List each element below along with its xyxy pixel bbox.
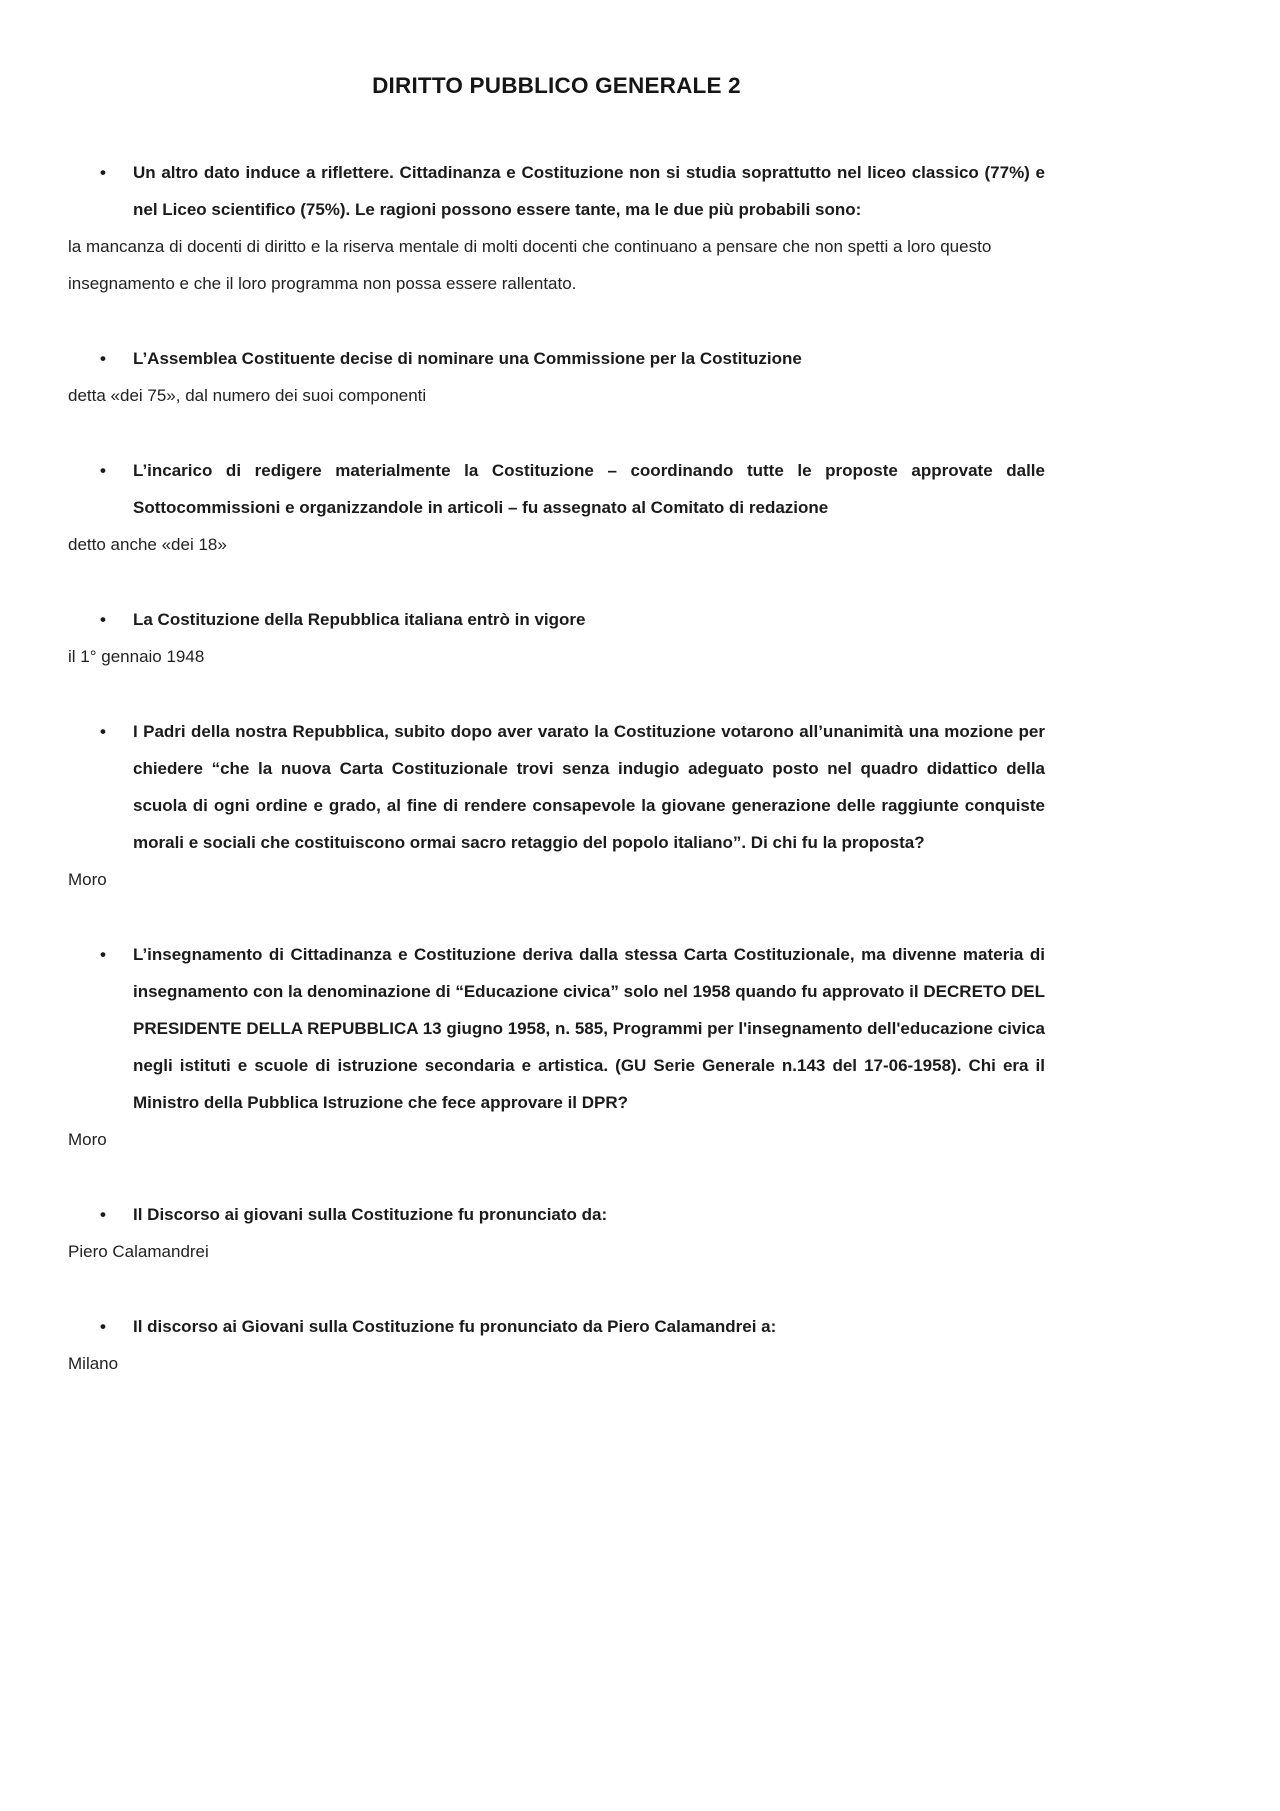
question-paragraph xyxy=(68,713,1045,861)
question-paragraph xyxy=(68,601,1045,638)
question-text: L’incarico di redigere materialmente la Costituzione – coordinando tutte le proposte approvate dalle Sottocommissioni e organizzandole in articoli – fu assegnato al Comitato di redazione xyxy=(133,461,1045,517)
question-paragraph xyxy=(68,452,1045,526)
answer-text: Piero Calamandrei xyxy=(68,1242,209,1261)
bullet-icon: • xyxy=(100,945,106,964)
bullet-icon: • xyxy=(100,461,106,480)
qa-item xyxy=(68,1308,1045,1382)
qa-item xyxy=(68,1196,1045,1270)
bullet-icon: • xyxy=(100,163,106,182)
bullet-icon: • xyxy=(100,1205,106,1224)
question-paragraph xyxy=(68,1308,1045,1345)
page-title: DIRITTO PUBBLICO GENERALE 2 xyxy=(372,73,741,98)
bullet-icon: • xyxy=(100,722,106,741)
answer-text: Moro xyxy=(68,870,107,889)
answer-text: Moro xyxy=(68,1130,107,1149)
question-text: Il Discorso ai giovani sulla Costituzione fu pronunciato da: xyxy=(133,1205,608,1224)
qa-item xyxy=(68,713,1045,898)
bullet-icon: • xyxy=(100,1317,106,1336)
question-text: Un altro dato induce a riflettere. Cittadinanza e Costituzione non si studia soprattutto nel liceo classico (77%) e nel Liceo scientifico (75%). Le ragioni possono essere tante, ma le due più probabili sono: xyxy=(133,163,1045,219)
answer-text: il 1° gennaio 1948 xyxy=(68,647,205,666)
qa-item xyxy=(68,936,1045,1158)
question-text: I Padri della nostra Repubblica, subito dopo aver varato la Costituzione votarono all’unanimità una mozione per chiedere “che la nuova Carta Costituzionale trovi senza indugio adeguato posto nel quadro didattico della scuola di ogni ordine e grado, al fine di rendere consapevole la giovane generazione delle raggiunte conquiste morali e sociali che costituiscono ormai sacro retaggio del popolo italiano”. Di chi fu la proposta? xyxy=(133,722,1045,852)
bullet-icon: • xyxy=(100,610,106,629)
qa-list xyxy=(68,154,1045,1382)
qa-item xyxy=(68,601,1045,675)
answer-text: Milano xyxy=(68,1354,119,1373)
question-text: Il discorso ai Giovani sulla Costituzione fu pronunciato da Piero Calamandrei a: xyxy=(133,1317,777,1336)
qa-item xyxy=(68,340,1045,414)
question-text: L’Assemblea Costituente decise di nominare una Commissione per la Costituzione xyxy=(133,349,802,368)
answer-text: detta «dei 75», dal numero dei suoi componenti xyxy=(68,386,427,405)
question-text: La Costituzione della Repubblica italiana entrò in vigore xyxy=(133,610,586,629)
document-content xyxy=(68,0,1045,1382)
question-paragraph xyxy=(68,1196,1045,1233)
question-paragraph xyxy=(68,340,1045,377)
answer-text: la mancanza di docenti di diritto e la riserva mentale di molti docenti che continuano a pensare che non spetti a loro questo insegnamento e che il loro programma non possa essere rallentato. xyxy=(68,237,992,293)
question-paragraph xyxy=(68,154,1045,228)
question-text: L’insegnamento di Cittadinanza e Costituzione deriva dalla stessa Carta Costituzionale, ma divenne materia di insegnamento con la denominazione di “Educazione civica” solo nel 1958 quando fu approvato il DECRETO DEL PRESIDENTE DELLA REPUBBLICA 13 giugno 1958, n. 585, Programmi per l'insegnamento dell'educazione civica negli istituti e scuole di istruzione secondaria e artistica. (GU Serie Generale n.143 del 17-06-1958). Chi era il Ministro della Pubblica Istruzione che fece approvare il DPR? xyxy=(133,945,1045,1112)
qa-item xyxy=(68,154,1045,302)
answer-text: detto anche «dei 18» xyxy=(68,535,227,554)
question-paragraph xyxy=(68,936,1045,1121)
bullet-icon: • xyxy=(100,349,106,368)
qa-item xyxy=(68,452,1045,563)
